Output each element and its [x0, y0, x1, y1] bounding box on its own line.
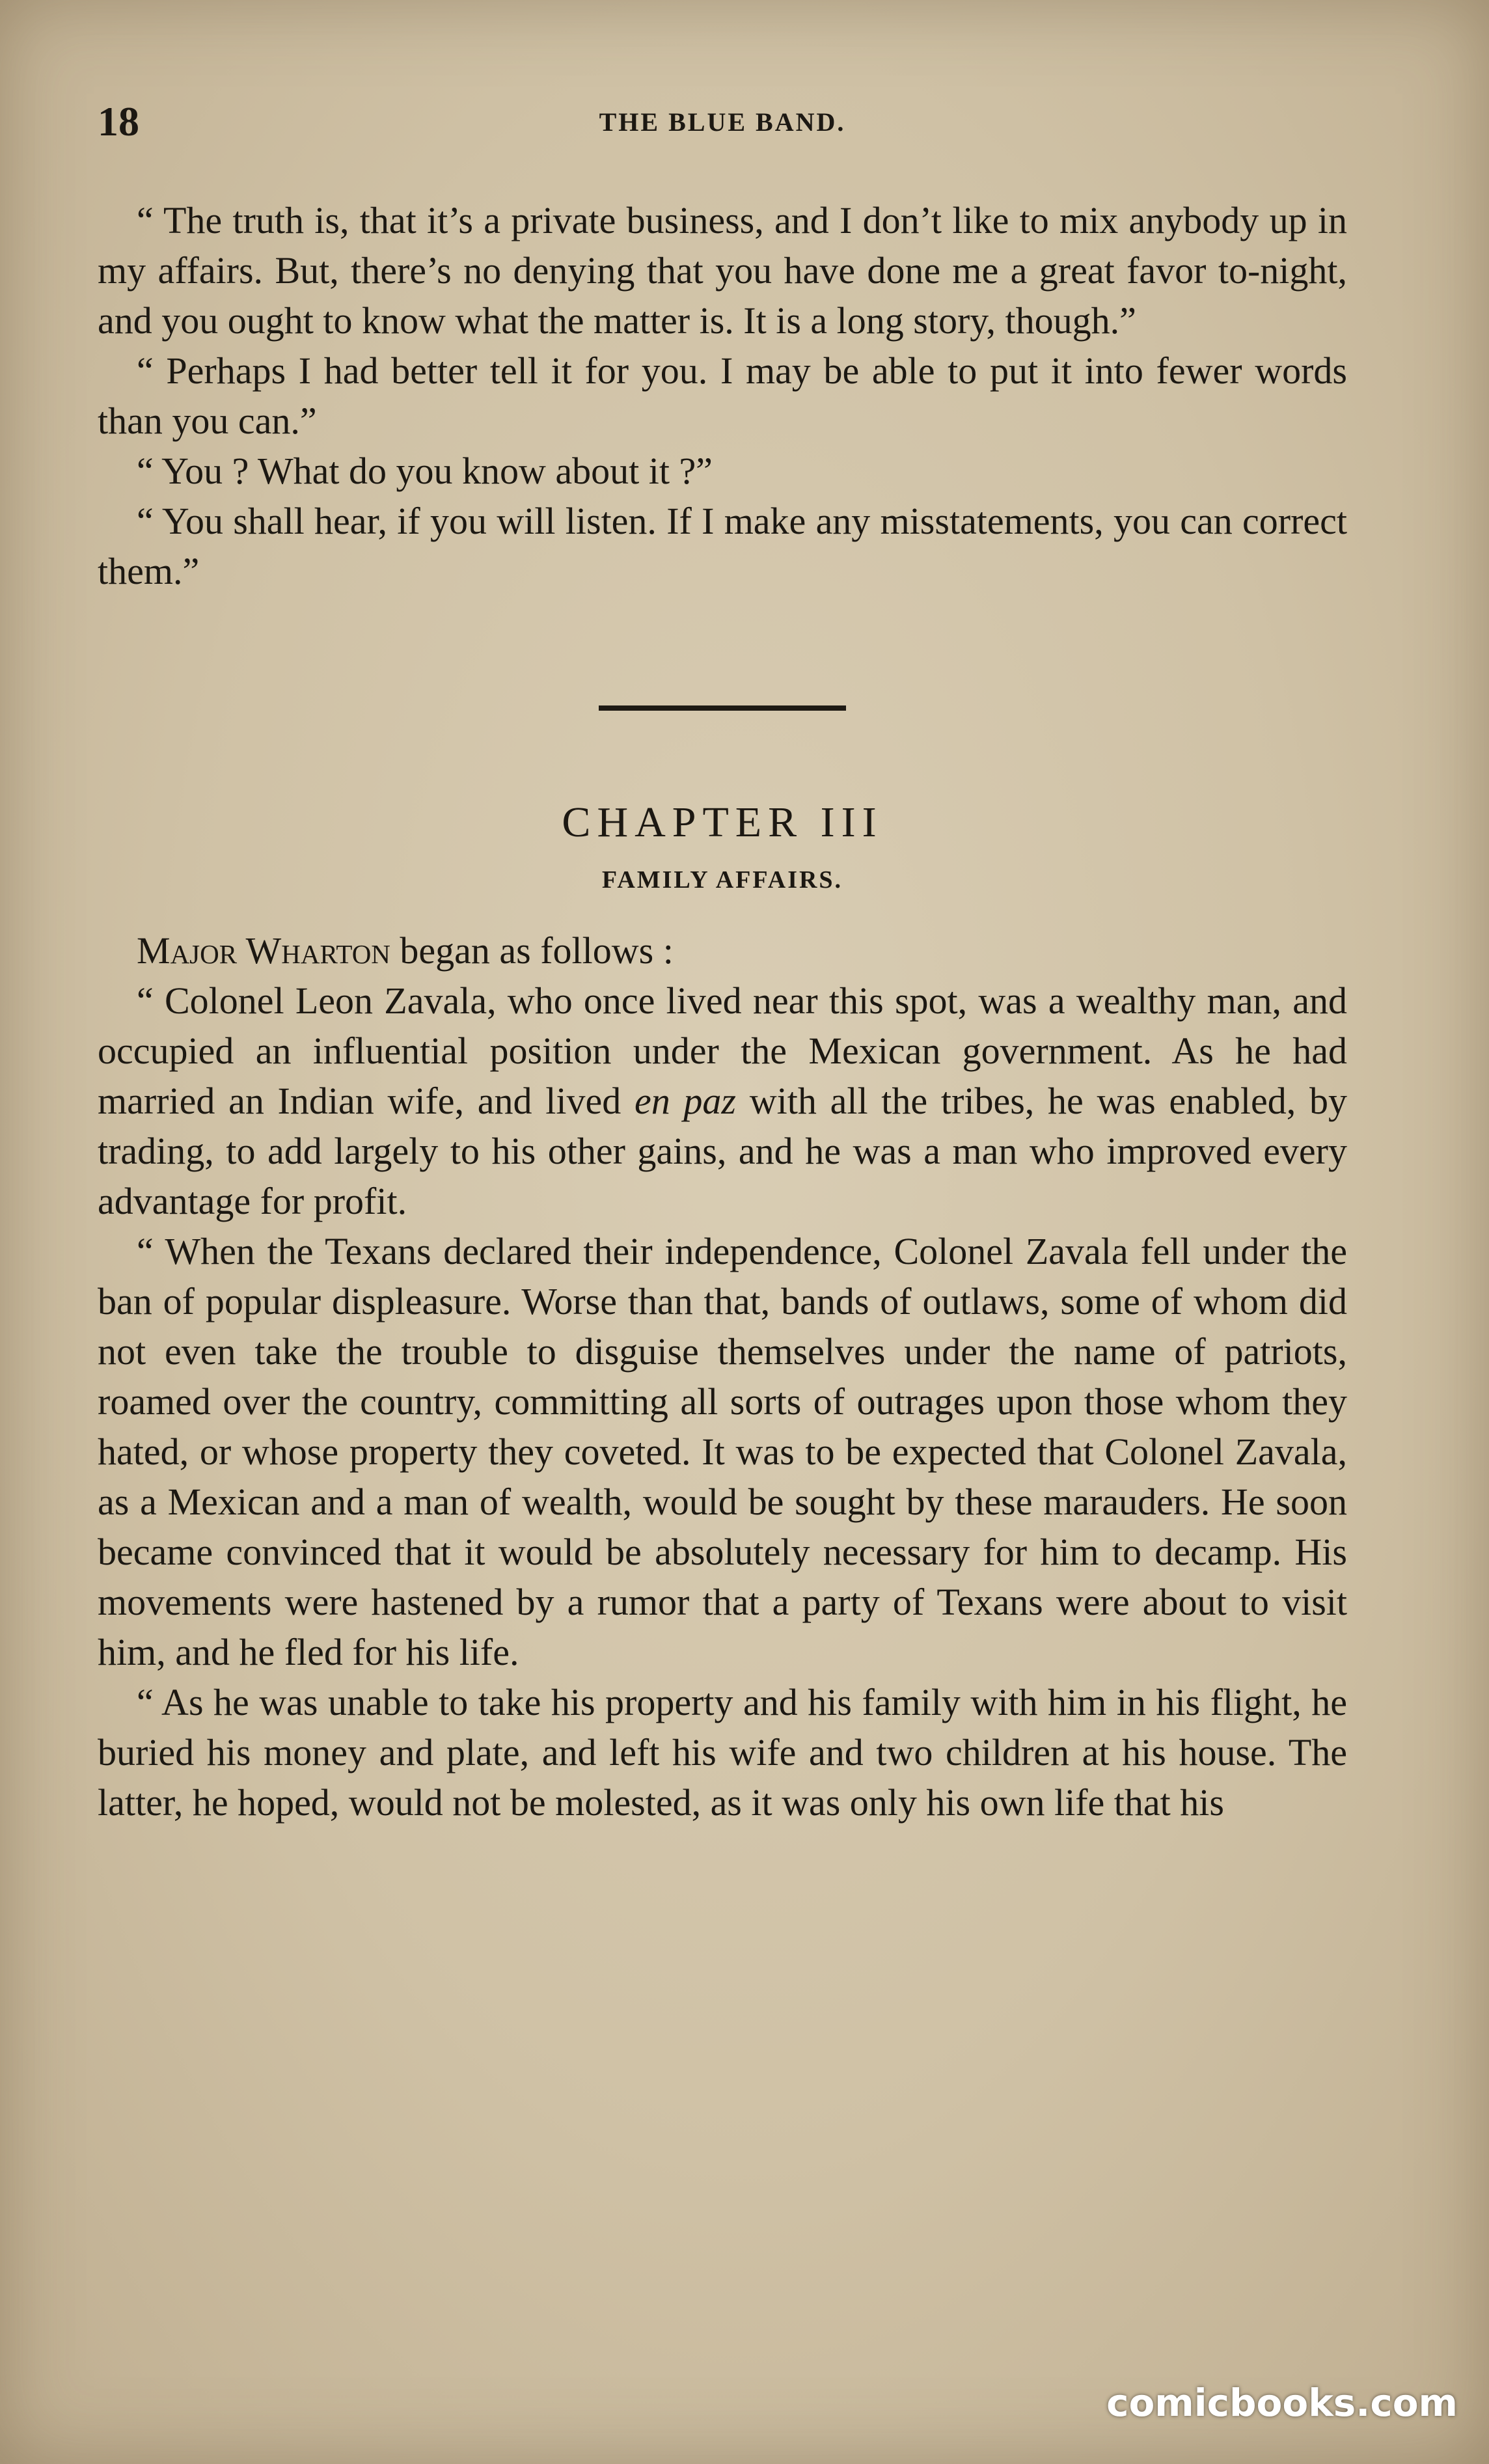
paragraph: “ You shall hear, if you will listen. If I make any misstatements, you can correct them.” [98, 500, 1347, 592]
running-title: THE BLUE BAND. [599, 107, 846, 137]
paragraph-text: with all the tribes, he was enabled, by trading, to add largely to his other gains, and he was a man who improved every advantage for profit. [98, 1080, 1347, 1222]
paragraph: “ As he was unable to take his property and his family with him in his flight, he buried his money and plate, and left his wife and two children at his house. The latter, he hoped, would not be molested, as it was only his own life that his [98, 1681, 1347, 1824]
italic-phrase: en paz [634, 1080, 737, 1122]
paragraph [98, 976, 1347, 1226]
page-header [98, 98, 1347, 156]
page-number: 18 [98, 98, 139, 144]
page-body [98, 195, 1347, 1827]
paragraph [98, 925, 1347, 976]
paragraph: “ Perhaps I had better tell it for you. I may be able to put it into fewer words than you can.” [98, 349, 1347, 442]
paragraph: “ The truth is, that it’s a private business, and I don’t like to mix anybody up in my affairs. But, there’s no denying that you have done me a great favor to-night, and you ought to know what the matter is. It is a long story, though.” [98, 199, 1347, 342]
chapter-title: CHAPTER III [562, 799, 883, 846]
paragraph-text: began as follows : [390, 929, 674, 972]
chapter-subtitle: FAMILY AFFAIRS. [601, 866, 843, 894]
section-divider [599, 705, 846, 711]
paragraph: “ When the Texans declared their independence, Colonel Zavala fell under the ban of popular displeasure. Worse than that, bands of outlaws, some of whom did not even take the trouble to disguise themselves under the name of patriots, roamed over the country, committing all sorts of outrages upon those whom they hated, or whose property they coveted. It was to be expected that Colonel Zavala, as a Mexican and a man of wealth, would be sought by these marauders. He soon became convinced that it would be absolutely necessary for him to decamp. His movements were hastened by a rumor that a party of Texans were about to visit him, and he fled for his life. [98, 1230, 1347, 1673]
paragraph-text: “ Colonel Leon Zavala, who once lived near this spot, was a wealthy man, and occupied an influential position under the Mexican government. As he had married an Indian wife, and lived [98, 979, 1347, 1122]
speaker-name: Major Wharton [137, 929, 390, 972]
paragraph: “ You ? What do you know about it ?” [137, 450, 713, 492]
watermark: comicbooks.com [1106, 2381, 1458, 2425]
